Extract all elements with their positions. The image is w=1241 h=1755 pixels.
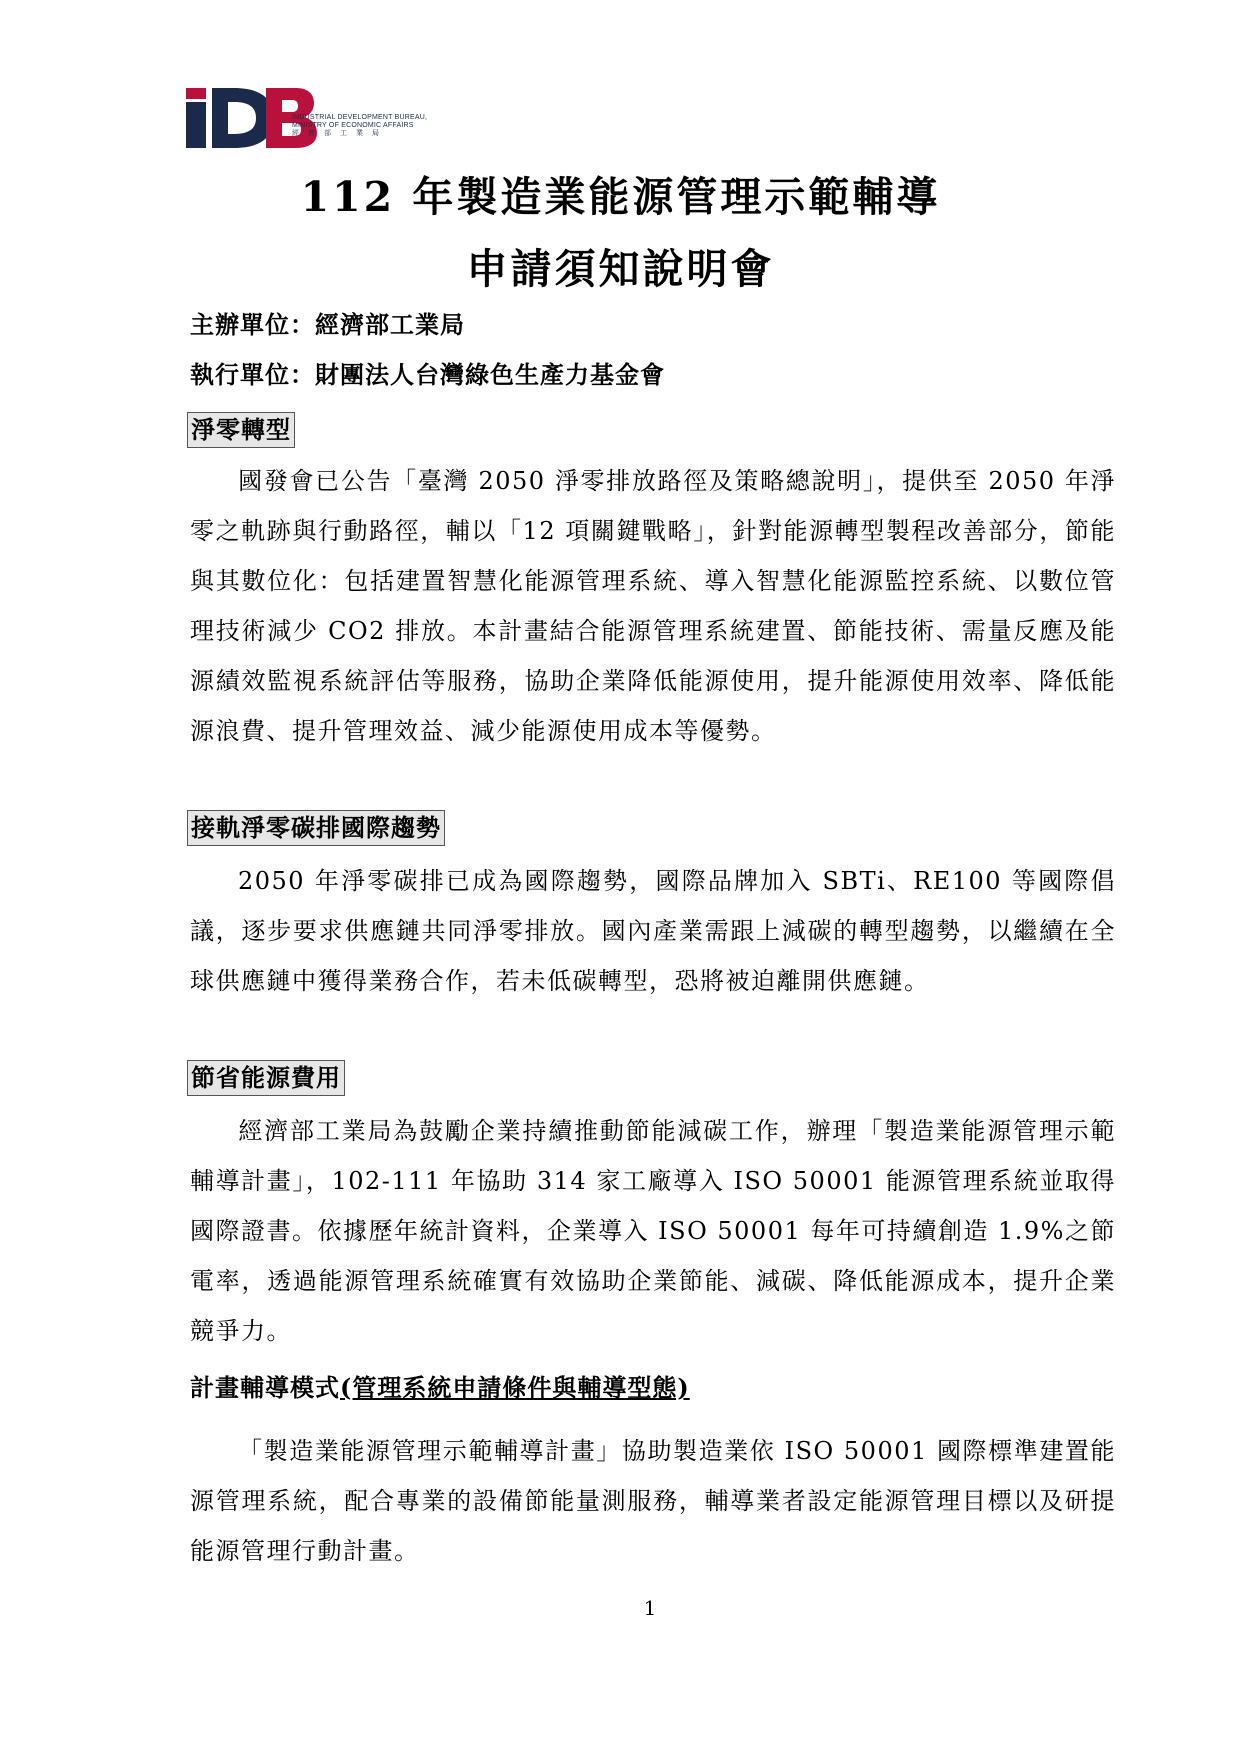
section-body-guidance-mode: [190, 1426, 1116, 1576]
section-heading-net-zero: 淨零轉型: [187, 412, 295, 448]
page-title-line-2: 申請須知說明會: [466, 245, 775, 293]
section-body-text: 國發會已公告「臺灣 2050 淨零排放路徑及策略總說明」，提供至 2050 年淨零之軌跡與行動路徑，輔以「12 項關鍵戰略」，針對能源轉型製程改善部分，節能與其數位化：包括建置智慧化能源管理系統、導入智慧化能源監控系統、以數位管理技術減少 CO2 排放。本計畫結合能源管理系統建置、節能技術、需量反應及能源績效監視系統評估等服務，協助企業降低能源使用，提升能源使用效率、降低能源浪費、提升管理效益、減少能源使用成本等優勢。: [190, 467, 1116, 745]
section-heading-energy-saving: 節省能源費用: [187, 1060, 345, 1096]
section-body-text: 「製造業能源管理示範輔導計畫」協助製造業依 ISO 50001 國際標準建置能源管理系統，配合專業的設備節能量測服務，輔導業者設定能源管理目標以及研提能源管理行動計畫。: [190, 1437, 1116, 1565]
section-body-text: 2050 年淨零碳排已成為國際趨勢，國際品牌加入 SBTi、RE100 等國際倡議，逐步要求供應鏈共同淨零排放。國內產業需跟上減碳的轉型趨勢，以繼續在全球供應鏈中獲得業務合作，若未低碳轉型，恐將被迫離開供應鏈。: [190, 867, 1116, 995]
logo-line-2: MINISTRY OF ECONOMIC AFFAIRS: [292, 122, 414, 129]
section-heading-guidance-mode: [190, 1368, 690, 1403]
logo-line-3: 經濟部工業局: [292, 130, 388, 137]
section-heading-international-trend: 接軌淨零碳排國際趨勢: [187, 810, 445, 846]
section-body-net-zero: [190, 456, 1116, 756]
guidance-mode-title: 計畫輔導模式: [190, 1373, 340, 1402]
section-body-international-trend: [190, 856, 1116, 1006]
executor: 執行單位：財團法人台灣綠色生產力基金會: [190, 360, 665, 389]
section-body-text: 經濟部工業局為鼓勵企業持續推動節能減碳工作，辦理「製造業能源管理示範輔導計畫」，102-111 年協助 314 家工廠導入 ISO 50001 能源管理系統並取得國際證書。依據歷年統計資料，企業導入 ISO 50001 每年可持續創造 1.9%之節電率，透過能源管理系統確實有效協助企業節能、減碳、降低能源成本，提升企業競爭力。: [190, 1117, 1116, 1345]
logo-line-1: INDUSTRIAL DEVELOPMENT BUREAU,: [292, 114, 428, 121]
guidance-mode-subtitle: (管理系統申請條件與輔導型態): [340, 1373, 690, 1402]
section-body-energy-saving: [190, 1106, 1116, 1356]
organizer: 主辦單位：經濟部工業局: [190, 310, 465, 339]
logo-caption: [292, 114, 427, 138]
page-title-line-1: 112 年製造業能源管理示範輔導: [300, 173, 941, 221]
page-number: 1: [643, 1596, 657, 1620]
